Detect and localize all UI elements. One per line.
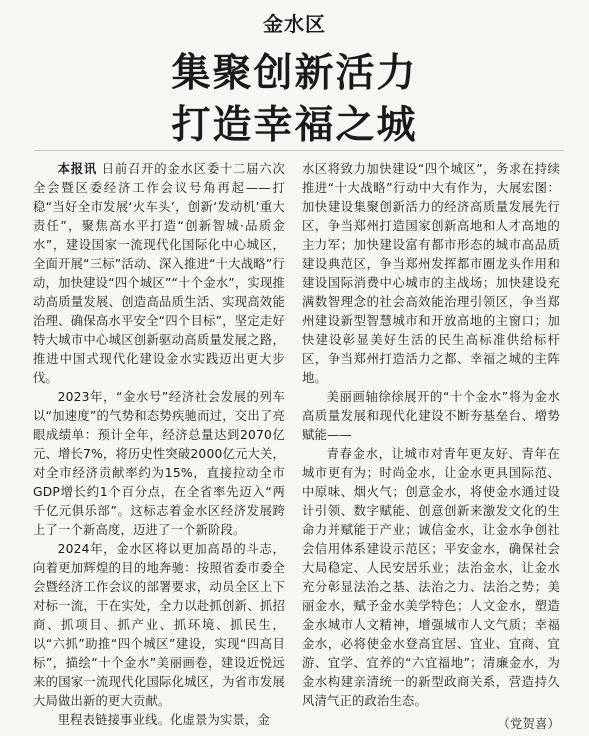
headline-line-1: 集聚创新活力 [171,51,418,96]
paragraph: 青春金水，让城市对青年更友好、青年在城市更有为；时尚金水，让金水更具国际范、中原味、烟火气；创意金水，将使金水通过设计引领、数字赋能、创意创新来激发文化的生命力并赋能于产业；诚信金水，让金水争创社会信用体系建设示范区；平安金水，确保社会大局稳定、人民安居乐业；法治金水，让金水充分彰显法治之基、法治之力、法治之势；美丽金水，赋予金水美学特色；人文金水，塑造金水城市人文精神，增强城市人文气质；幸福金水，必将使金水登高宜居、宜业、宜商、宜游、宜学、宜养的“六宜福地”；清廉金水，为金水构建亲清统一的新型政商关系，营造持久风清气正的政治生态。 [302,447,560,708]
paragraph [33,160,285,388]
article-column-right [302,160,560,734]
author-byline: （党贺喜） [497,717,560,731]
paragraph-text: 日前召开的金水区委十二届六次全会暨区委经济工作会议号角再起——打稳“当好全市发展‘火车头’，创新‘发动机’重大责任”，聚焦高水平打造“创新智城·品质金水”，建设国家一流现代化国际化中心城区，全面开展“三标”活动、深入推进“十大战略”行动，加快建设“四个城区”“十个金水”，实现推动高质量发展、创造高品质生活、实现高效能治理、确保高水平安全“四个目标”，坚定走好特大城市中心城区创新驱动高质量发展之路，推进中国式现代化建设金水实践迈出更大步伐。 [33,162,285,385]
lead-label: 本报讯 [57,162,97,176]
section-kicker: 金水区 [263,12,326,36]
headline-line-2: 打造幸福之城 [171,103,418,148]
paragraph: 2023年，“金水号”经济社会发展的列车以“加速度”的气势和态势疾驰而过，交出了亮眼成绩单：预计全年，经济总量达到2070亿元、增长7%，将历史性突破2000亿元大关，对全市经济贡献率约为15%，直接拉动全市GDP增长约1个百分点，在全省率先迈入“两千亿元俱乐部”。这标志着金水区经济发展跨上了一个新高度，迈进了一个新阶段。 [33,390,285,537]
divider [34,150,564,151]
paragraph: 美丽画轴徐徐展开的“十个金水”将为金水高质量发展和现代化建设不断夯基垒台、增势赋能—— [302,390,560,442]
article-column-left [33,160,285,730]
paragraph: 里程表链接事业线。化虚景为实景，金 [57,713,271,727]
paragraph: 水区将致力加快建设“四个城区”，务求在持续推进“十大战略”行动中大有作为，大展宏图：加快建设集聚创新活力的经济高质量发展先行区，争当郑州打造国家创新高地和人才高地的主力军；加快建设富有都市形态的城市高品质建设典范区，争当郑州发挥都市圈龙头作用和建设国际消费中心城市的主战场；加快建设充满数智理念的社会高效能治理引领区，争当郑州建设新型智慧城市和开放高地的主窗口；加快建设彰显美好生活的民生高标准供给标杆区，争当郑州打造活力之都、幸福之城的主阵地。 [302,162,560,385]
paragraph: 2024年，金水区将以更加高昂的斗志，向着更加辉煌的目的地奔驰：按照省委市委全会暨经济工作会议的部署要求，动员全区上下对标一流，干在实处，全力以赴抓创新、抓招商、抓项目、抓产业、抓环境、抓民生，以“六抓”助推“四个城区”建设，实现“四高目标”，描绘“十个金水”美丽画卷，建设近悦远来的国家一流现代化国际化城区，为省市发展大局做出新的更大贡献。 [33,542,285,708]
